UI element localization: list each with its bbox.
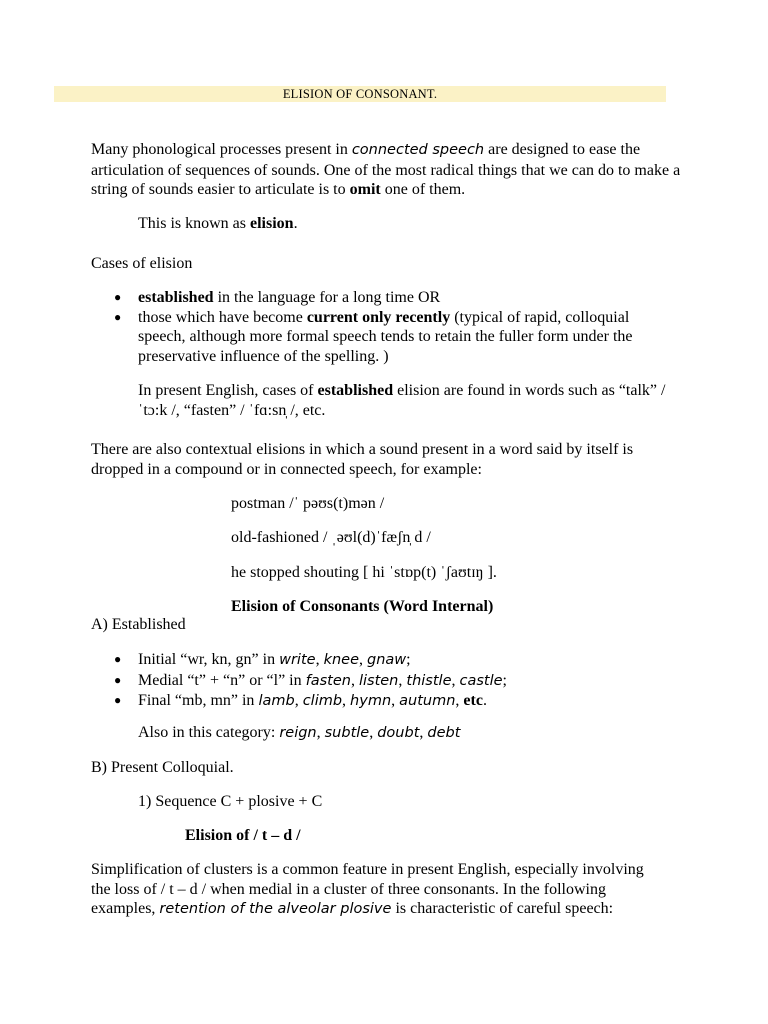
list-item [114, 650, 674, 671]
list-item [114, 671, 674, 692]
item-text: Initial “wr, kn, gn” in [138, 651, 280, 668]
example-word: climb [302, 693, 343, 709]
list-item [114, 308, 654, 367]
example-word: listen [358, 672, 399, 689]
example-word: doubt [377, 725, 420, 741]
elision-td-text: Elision of / t – d / [185, 827, 301, 844]
bullet-icon: ● [114, 652, 122, 666]
item-end: . [482, 692, 487, 709]
separator: , [294, 692, 303, 709]
etc-bold: etc [463, 692, 483, 709]
separator: , [455, 692, 464, 709]
case-1-bold: established [138, 289, 214, 306]
example-word: write [279, 652, 316, 668]
cases-list [114, 288, 654, 366]
example-word: fasten [305, 672, 351, 689]
present-text-1: In present English, cases of [138, 382, 318, 399]
separator: , [369, 724, 378, 741]
intro-italic: connected speech [351, 142, 485, 158]
cases-heading: Cases of elision [91, 255, 193, 272]
known-text-1: This is known as [138, 215, 250, 232]
item-text: Medial “t” + “n” or “l” in [138, 671, 306, 689]
example-stopped-shouting: he stopped shouting [ hi ˈstɒp(t) ˈʃaʊtɪŋ ]. [231, 564, 497, 581]
known-text-2: . [293, 215, 298, 232]
section-a-heading: A) Established [91, 616, 186, 633]
intro-paragraph [91, 140, 681, 200]
intro-text-1: Many phonological processes present in [91, 141, 352, 158]
separator: , [359, 651, 368, 668]
bullet-icon: ● [114, 672, 122, 687]
item-text: Final “mb, mn” in [138, 692, 259, 709]
case-1-text: in the language for a long time OR [213, 289, 441, 306]
example-old-fashioned: old-fashioned / ˌəʊl(d)ˈfæʃn̩ d / [231, 529, 431, 546]
section-b-heading: B) Present Colloquial. [91, 759, 234, 776]
bullet-icon: ● [114, 290, 122, 304]
simplification-italic: retention of the alveolar plosive [159, 901, 392, 917]
example-word: reign [279, 725, 317, 741]
intro-text-3: one of them. [380, 181, 466, 198]
example-word: autumn [399, 693, 456, 709]
example-word: debt [427, 725, 461, 741]
list-item [114, 691, 674, 712]
bullet-icon: ● [114, 693, 122, 707]
subheading-text: Elision of Consonants (Word Internal) [231, 598, 494, 615]
title-banner [54, 86, 666, 102]
example-word: lamb [258, 693, 295, 709]
subheading-word-internal [231, 597, 493, 617]
also-text: Also in this category: [138, 724, 280, 741]
present-text-2: elision are found in words such as “talk” / ˈtɔ:k /, “fasten” / ˈfɑ:sn̩ /, etc. [138, 382, 666, 419]
example-word: gnaw [367, 652, 407, 668]
example-word: thistle [406, 672, 452, 689]
separator: , [342, 692, 351, 709]
contextual-paragraph: There are also contextual elisions in which a sound present in a word said by itself is dropped in a compound or in connected speech, for example: [91, 441, 634, 478]
example-word: subtle [324, 725, 370, 741]
separator: , [350, 671, 359, 689]
example-word: hymn [350, 693, 392, 709]
example-postman: postman /ˈ pəʊs(t)mən / [231, 495, 385, 512]
intro-bold: omit [349, 181, 381, 198]
separator: , [315, 651, 324, 668]
list-item [114, 288, 654, 308]
simplification-text-2: is characteristic of careful speech: [391, 900, 614, 917]
item-end: ; [502, 671, 507, 689]
case-2-bold: current only recently [306, 308, 451, 326]
known-bold: elision [250, 215, 294, 232]
also-category-line [138, 723, 460, 744]
sequence-line: 1) Sequence C + plosive + C [138, 793, 323, 810]
intro-text-2: are designed to ease the articulation of sequences of sounds. One of the most radical things that we can do to make a string of sounds easier to articulate is to [91, 141, 681, 198]
separator: , [451, 671, 460, 689]
case-2-text-2: (typical of rapid, colloquial speech, although more formal speech tends to retain the fuller form under the preservative influence of the spelling. ) [138, 308, 633, 365]
document-title: ELISION OF CONSONANT. [282, 87, 438, 101]
item-end: ; [406, 651, 411, 668]
separator: , [398, 671, 407, 689]
elision-td-heading [185, 826, 301, 846]
separator: , [316, 724, 325, 741]
example-word: knee [323, 652, 360, 668]
simplification-text-1: Simplification of clusters is a common feature in present English, especially involving the loss of / t – d / when medial in a cluster of three consonants. In the following examples, [91, 861, 644, 917]
established-list [114, 650, 674, 712]
present-bold: established [317, 382, 394, 399]
simplification-paragraph [91, 860, 656, 920]
bullet-icon: ● [114, 309, 122, 324]
known-as-line [138, 214, 298, 234]
case-2-text-1: those which have become [138, 308, 307, 326]
separator: , [391, 692, 400, 709]
example-word: castle [459, 672, 503, 689]
present-english-paragraph [138, 381, 668, 420]
separator: , [419, 724, 428, 741]
